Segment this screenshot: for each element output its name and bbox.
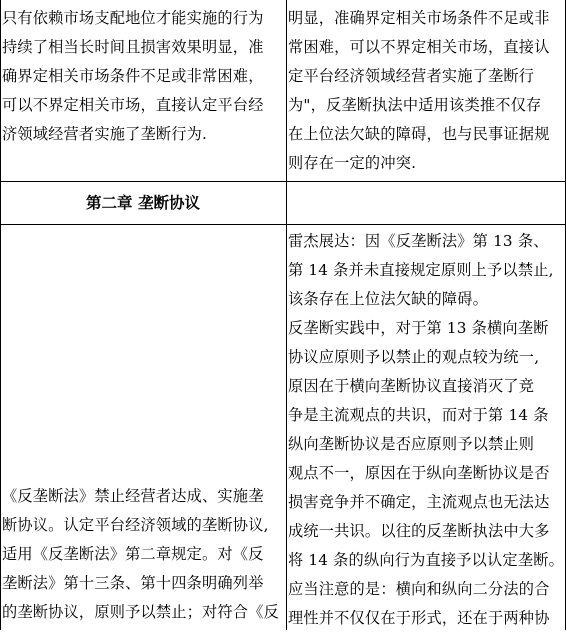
text-line: 持续了相当长时间且损害效果明显，准 bbox=[2, 38, 264, 56]
text-line: 则存在一定的冲突. bbox=[288, 154, 417, 172]
text-line: 该条存在上位法欠缺的障碍。 bbox=[288, 290, 489, 308]
text-line: 为"，反垄断执法中适用该类推不仅存 bbox=[288, 96, 542, 114]
row-divider-2 bbox=[0, 224, 566, 225]
text-line: 争是主流观点的共识，而对于第 14 条 bbox=[288, 406, 549, 424]
text-line: 纵向垄断协议是否应原则予以禁止则 bbox=[288, 435, 535, 453]
row-divider-1 bbox=[0, 181, 566, 182]
section-heading: 第二章 垄断协议 bbox=[86, 194, 200, 212]
row3-right-cell bbox=[288, 227, 564, 633]
table-border-left bbox=[0, 0, 1, 630]
text-line: 将 14 条的纵向行为直接予以认定垄断。 bbox=[288, 551, 564, 569]
text-line: 雷杰展达：因《反垄断法》第 13 条、 bbox=[288, 232, 549, 250]
row1-left-cell bbox=[2, 4, 264, 149]
text-line: 济领域经营者实施了垄断行为. bbox=[2, 125, 208, 143]
text-line: 确界定相关市场条件不足或非常困难， bbox=[2, 67, 264, 85]
text-line: 常困难，可以不界定相关市场，直接认 bbox=[288, 38, 550, 56]
row3-left-cell bbox=[2, 482, 279, 627]
text-line: 垄断法》第十三条、第十四条明确列举 bbox=[2, 574, 264, 592]
text-line: 反垄断实践中，对于第 13 条横向垄断 bbox=[288, 319, 549, 337]
text-line: 协议应原则予以禁止的观点较为统一, bbox=[288, 348, 540, 366]
text-line: 可以不界定相关市场，直接认定平台经 bbox=[2, 96, 264, 114]
text-line: 明显，准确界定相关市场条件不足或非 bbox=[288, 9, 550, 27]
text-line: 适用《反垄断法》第二章规定。对《反 bbox=[2, 545, 264, 563]
text-line: 应当注意的是：横向和纵向二分法的合 bbox=[288, 580, 550, 598]
text-line: 第 14 条并未直接规定原则上予以禁止, bbox=[288, 261, 554, 279]
text-line: 在上位法欠缺的障碍，也与民事证据规 bbox=[288, 125, 550, 143]
column-divider bbox=[286, 0, 287, 630]
text-line: 《反垄断法》禁止经营者达成、实施垄 bbox=[2, 487, 264, 505]
row1-right-cell bbox=[288, 4, 550, 178]
text-line: 理性并不仅仅在于形式，还在于两种协 bbox=[288, 609, 550, 627]
text-line: 损害竞争并不确定，主流观点也无法达 bbox=[288, 493, 550, 511]
text-line: 定平台经济领域经营者实施了垄断行 bbox=[288, 67, 535, 85]
text-line: 原因在于横向垄断协议直接消灭了竞 bbox=[288, 377, 535, 395]
text-line: 的垄断协议，原则予以禁止；对符合《反 bbox=[2, 603, 279, 621]
text-line: 观点不一，原因在于纵向垄断协议是否 bbox=[288, 464, 550, 482]
text-line: 断协议。认定平台经济领域的垄断协议, bbox=[2, 516, 269, 534]
text-line: 成统一共识。以往的反垄断执法中大多 bbox=[288, 522, 550, 540]
text-line: 只有依赖市场支配地位才能实施的行为 bbox=[2, 9, 264, 27]
